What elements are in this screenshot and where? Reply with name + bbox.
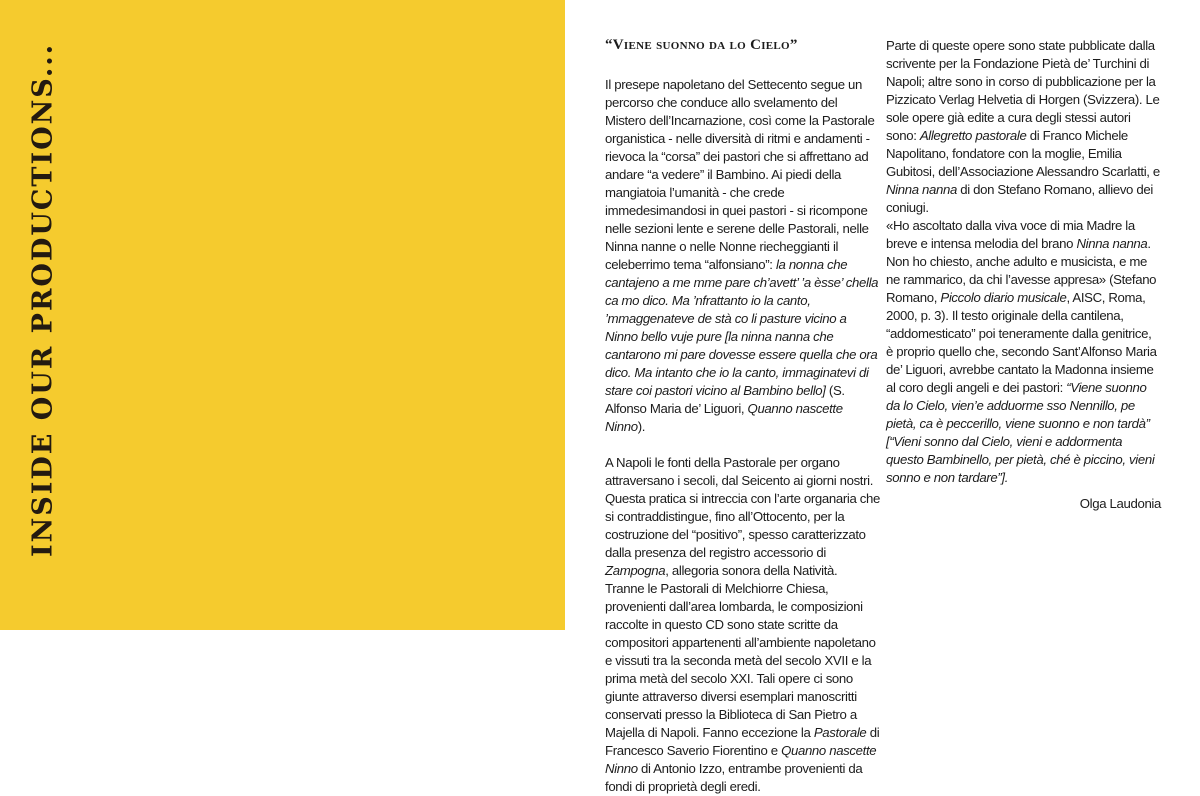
text-run: . Non ho chiesto, anche adulto e musicista, e me ne rammarico, da chi l’avesse appresa» (Stefano Romano, xyxy=(886,236,1157,305)
paragraph-presepe xyxy=(605,76,880,436)
text-run: Il presepe napoletano del Settecento segue un percorso che conduce allo svelamento del Mistero dell’Incarnazione, così come la Pastorale organistica - nelle diversità di ritmi e andamenti - rievoca la “corsa” dei pastori che si affrettano ad andare “a vedere” il Bambino. Ai piedi della mangiatoia l’umanità - che crede immedesimandosi in quei pastori - si ricompone nelle sezioni lente e serene delle Pastorali, nelle Ninna nanne o nelle Nonne riecheggianti il celeberrimo tema “alfonsiano”: xyxy=(605,77,875,272)
italic-title: Quanno nascette Ninno xyxy=(605,743,877,776)
article-column-left xyxy=(605,36,880,796)
article-column-right xyxy=(886,37,1161,513)
text-run: di Antonio Izzo, entrambe provenienti da fondi di proprietà degli eredi. xyxy=(605,761,863,794)
italic-title: Piccolo diario musicale xyxy=(940,290,1067,305)
text-run: Tranne le Pastorali di Melchiorre Chiesa, provenienti dall’area lombarda, le composizioni raccolte in questo CD sono state scritte da compositori appartenenti all’ambiente napoletano e vissuti tra la seconda metà del secolo XVII e la prima metà del secolo XXI. Tali opere ci sono giunte attraverso diversi esemplari manoscritti conservati presso la Biblioteca di San Pietro a Majella di Napoli. Fanno eccezione la xyxy=(605,581,876,740)
side-panel xyxy=(0,0,565,630)
italic-title: Quanno nascette Ninno xyxy=(605,401,843,434)
text-run: (S. Alfonso Maria de’ Liguori, xyxy=(605,383,845,416)
text-run: «Ho ascoltato dalla viva voce di mia Madre la breve e intensa melodia del brano xyxy=(886,218,1135,251)
paragraph-fonti xyxy=(605,454,880,580)
paragraph-pubblicazioni xyxy=(886,37,1161,217)
text-run: di Francesco Saverio Fiorentino e xyxy=(605,725,880,758)
italic-title: Ninna nanna xyxy=(1076,236,1148,251)
text-run: , allegoria sonora della Natività. xyxy=(665,563,838,578)
italic-quote: la nonna che cantajeno a me mme pare ch’avett’ ’a èsse’ chella ca mo dico. Ma ’nfrattanto io la canto, ’mmaggenateve de stà co li pasture vicino a Ninno bello vuje pure [la ninna nanna che cantarono mi pare dovesse essere quella che ora dico. Ma intanto che io la canto, immaginatevi di stare coi pastori vicino al Bambino bello] xyxy=(605,257,879,398)
italic-title: Ninna nanna xyxy=(886,182,957,197)
article-heading: “Viene suonno da lo Cielo” xyxy=(605,37,798,53)
italic-term: Zampogna xyxy=(605,563,666,578)
italic-title: Allegretto pastorale xyxy=(919,128,1027,143)
italic-title: Pastorale xyxy=(813,725,867,740)
text-run: Parte di queste opere sono state pubblicate dalla scrivente per la Fondazione Pietà de’ Turchini di Napoli; altre sono in corso di pubblicazione per la Pizzicato Verlag Helvetia di Horgen (Svizzera). Le sole opere già edite a cura degli stessi autori sono: xyxy=(886,38,1160,143)
text-run: di Franco Michele Napolitano, fondatore con la moglie, Emilia Gubitosi, dell’Associazione Alessandro Scarlatti, e xyxy=(886,128,1160,179)
paragraph-composizioni xyxy=(605,580,880,796)
text-run: A Napoli le fonti della Pastorale per organo attraversano i secoli, dal Seicento ai giorni nostri. Questa pratica si intreccia con l’arte organaria che si contraddistingue, fino all’Ottocento, per la costruzione del “positivo”, spesso caratterizzato dalla presenza del registro accessorio di xyxy=(605,455,881,560)
paragraph-ninna-nanna xyxy=(886,217,1161,487)
text-run: di don Stefano Romano, allievo dei coniugi. xyxy=(886,182,1153,215)
text-run: , AISC, Roma, 2000, p. 3). Il testo originale della cantilena, “addomesticato” poi teneramente dalla genitrice, è proprio quello che, secondo Sant’Alfonso Maria de’ Liguori, avrebbe cantato la Madonna insieme al coro degli angeli e dei pastori: xyxy=(886,290,1157,395)
text-run: ). xyxy=(637,419,646,434)
author-signature: Olga Laudonia xyxy=(1079,496,1161,511)
section-title: INSIDE OUR PRODUCTIONS... xyxy=(27,42,59,558)
italic-quote: “Viene suonno da lo Cielo, vien’e adduorme sso Nennillo, pe pietà, ca è peccerillo, viene suonno e non tardà” [“Vieni sonno dal Cielo, vieni e addormenta questo Bambinello, per pietà, ché è piccino, vieni sonno e non tardare”]. xyxy=(886,380,1155,485)
